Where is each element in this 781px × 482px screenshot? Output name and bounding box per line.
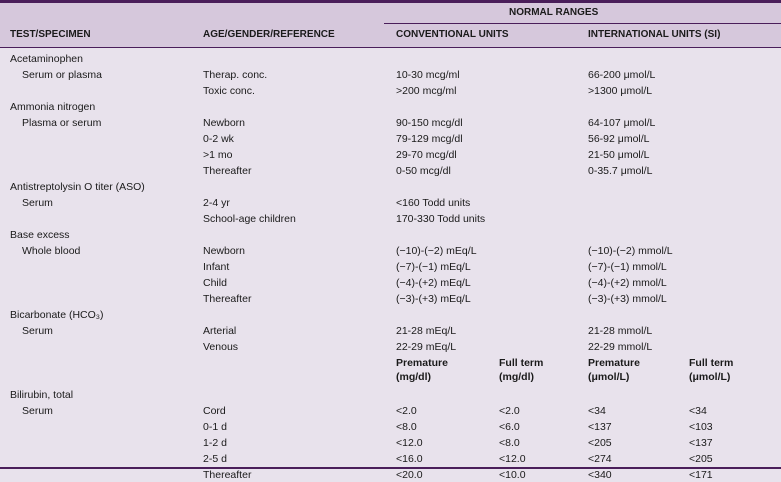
- conventional-value: >200 mcg/ml: [396, 85, 457, 97]
- age-gender-reference-heading: AGE/GENDER/REFERENCE: [203, 29, 335, 40]
- si-full-term-value: <137: [689, 437, 713, 449]
- full-term-heading: Full term: [499, 357, 544, 369]
- si-value: 66-200 μmol/L: [588, 69, 656, 81]
- conventional-value: 10-30 mcg/ml: [396, 69, 460, 81]
- conventional-value: 0-50 mcg/dl: [396, 165, 451, 177]
- si-value: (−3)-(+3) mmol/L: [588, 293, 667, 305]
- si-value: (−10)-(−2) mmol/L: [588, 245, 673, 257]
- reference-label: Therap. conc.: [203, 69, 268, 81]
- reference-label: Thereafter: [203, 165, 252, 177]
- conventional-units-heading: CONVENTIONAL UNITS: [396, 29, 509, 40]
- specimen-label: Serum or plasma: [22, 69, 102, 81]
- test-name: Acetaminophen: [10, 53, 83, 65]
- normal-ranges-heading: NORMAL RANGES: [509, 7, 599, 18]
- si-full-term-value: <34: [689, 405, 707, 417]
- reference-label: 0-1 d: [203, 421, 227, 433]
- reference-label: Venous: [203, 341, 239, 353]
- reference-label: Infant: [203, 261, 230, 273]
- si-value: 21-50 μmol/L: [588, 149, 650, 161]
- reference-label: School-age children: [203, 213, 296, 225]
- conventional-value: <12.0: [396, 437, 423, 449]
- reference-label: Toxic conc.: [203, 85, 255, 97]
- conventional-full-term-value: <2.0: [499, 405, 520, 417]
- reference-label: Newborn: [203, 117, 246, 129]
- full-term-unit: (mg/dl): [499, 371, 534, 383]
- si-value: 56-92 μmol/L: [588, 133, 650, 145]
- conventional-value: (−4)-(+2) mEq/L: [396, 277, 471, 289]
- reference-label: Newborn: [203, 245, 246, 257]
- header-bottom-rule: [0, 47, 781, 48]
- specimen-label: Serum: [22, 405, 53, 417]
- full-term-si-unit: (μmol/L): [689, 371, 731, 383]
- specimen-label: Whole blood: [22, 245, 81, 257]
- conventional-value: <16.0: [396, 453, 423, 465]
- premature-unit: (mg/dl): [396, 371, 431, 383]
- test-name: Bilirubin, total: [10, 389, 74, 401]
- reference-label: 1-2 d: [203, 437, 227, 449]
- si-full-term-value: <205: [689, 453, 713, 465]
- reference-label: Arterial: [203, 325, 237, 337]
- conventional-value: <160 Todd units: [396, 197, 471, 209]
- si-value: 21-28 mmol/L: [588, 325, 653, 337]
- conventional-value: 22-29 mEq/L: [396, 341, 457, 353]
- si-value: 22-29 mmol/L: [588, 341, 653, 353]
- conventional-value: <8.0: [396, 421, 417, 433]
- conventional-full-term-value: <6.0: [499, 421, 520, 433]
- conventional-value: 90-150 mcg/dl: [396, 117, 463, 129]
- si-value: (−7)-(−1) mmol/L: [588, 261, 667, 273]
- full-term-si-heading: Full term: [689, 357, 734, 369]
- conventional-value: <20.0: [396, 469, 423, 481]
- si-value: 0-35.7 μmol/L: [588, 165, 653, 177]
- reference-label: >1 mo: [203, 149, 233, 161]
- si-value: <274: [588, 453, 612, 465]
- si-value: >1300 μmol/L: [588, 85, 653, 97]
- si-value: 64-107 μmol/L: [588, 117, 656, 129]
- premature-heading: Premature: [396, 357, 448, 369]
- conventional-value: 21-28 mEq/L: [396, 325, 457, 337]
- test-name: Base excess: [10, 229, 70, 241]
- specimen-label: Serum: [22, 197, 53, 209]
- conventional-value: 170-330 Todd units: [396, 213, 486, 225]
- reference-label: 0-2 wk: [203, 133, 234, 145]
- conventional-full-term-value: <12.0: [499, 453, 526, 465]
- reference-label: Thereafter: [203, 293, 252, 305]
- premature-si-unit: (μmol/L): [588, 371, 630, 383]
- test-name: Antistreptolysin O titer (ASO): [10, 181, 145, 193]
- specimen-label: Serum: [22, 325, 53, 337]
- specimen-label: Plasma or serum: [22, 117, 102, 129]
- si-full-term-value: <103: [689, 421, 713, 433]
- reference-label: Cord: [203, 405, 226, 417]
- conventional-full-term-value: <8.0: [499, 437, 520, 449]
- conventional-full-term-value: <10.0: [499, 469, 526, 481]
- conventional-value: (−7)-(−1) mEq/L: [396, 261, 471, 273]
- conventional-value: (−3)-(+3) mEq/L: [396, 293, 471, 305]
- si-value: <205: [588, 437, 612, 449]
- test-specimen-heading: TEST/SPECIMEN: [10, 29, 91, 40]
- si-value: <340: [588, 469, 612, 481]
- test-name: Bicarbonate (HCO₃): [10, 309, 104, 321]
- si-full-term-value: <171: [689, 469, 713, 481]
- conventional-value: <2.0: [396, 405, 417, 417]
- si-value: <34: [588, 405, 606, 417]
- test-name: Ammonia nitrogen: [10, 101, 96, 113]
- conventional-value: 29-70 mcg/dl: [396, 149, 457, 161]
- reference-label: Child: [203, 277, 227, 289]
- normal-ranges-rule: [384, 23, 781, 24]
- conventional-value: 79-129 mcg/dl: [396, 133, 463, 145]
- reference-label: 2-4 yr: [203, 197, 230, 209]
- si-value: <137: [588, 421, 612, 433]
- reference-label: 2-5 d: [203, 453, 227, 465]
- conventional-value: (−10)-(−2) mEq/L: [396, 245, 477, 257]
- premature-si-heading: Premature: [588, 357, 640, 369]
- international-units-heading: INTERNATIONAL UNITS (SI): [588, 29, 721, 40]
- reference-label: Thereafter: [203, 469, 252, 481]
- si-value: (−4)-(+2) mmol/L: [588, 277, 667, 289]
